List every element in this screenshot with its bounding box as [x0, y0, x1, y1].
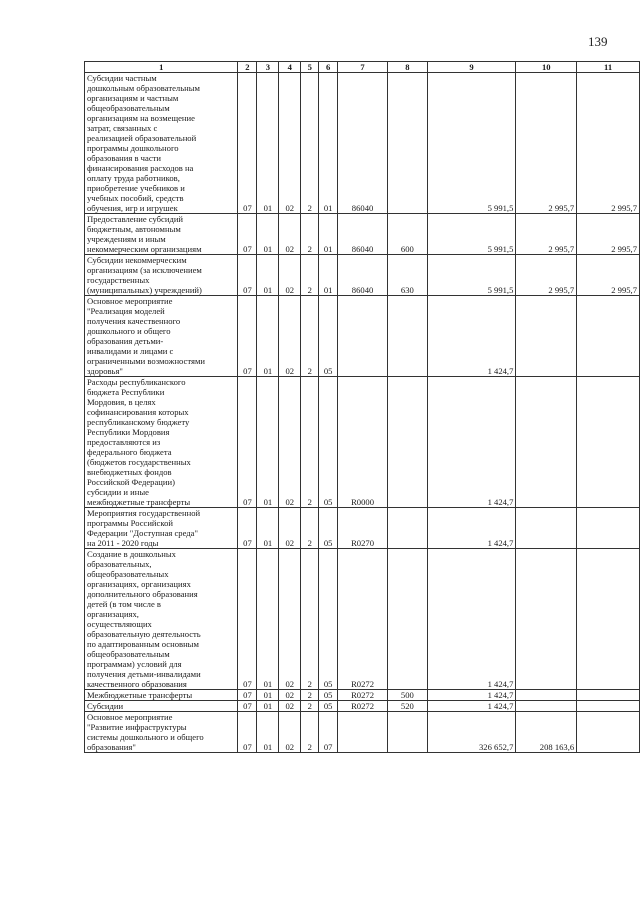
column-header: 2: [238, 62, 257, 73]
amount-col-9: 5 991,5: [427, 73, 516, 214]
column-header: 3: [257, 62, 279, 73]
column-header: 8: [387, 62, 427, 73]
expense-type-code: [387, 73, 427, 214]
subprogram-code: 2: [301, 296, 319, 377]
amount-col-11: [577, 690, 640, 701]
event-code: 05: [319, 508, 338, 549]
table-row: [85, 549, 640, 690]
table-row: [85, 214, 640, 255]
amount-col-11: [577, 296, 640, 377]
expense-type-code: [387, 712, 427, 753]
section-code: 07: [238, 712, 257, 753]
direction-code: R0272: [338, 690, 388, 701]
amount-col-11: 2 995,7: [577, 214, 640, 255]
subsection-code: 01: [257, 73, 279, 214]
program-code: 02: [279, 255, 301, 296]
amount-col-9: 1 424,7: [427, 377, 516, 508]
table-row: [85, 296, 640, 377]
page-number: 139: [588, 34, 608, 49]
event-code: 05: [319, 377, 338, 508]
program-code: 02: [279, 377, 301, 508]
event-code: 01: [319, 73, 338, 214]
amount-col-9: 1 424,7: [427, 549, 516, 690]
amount-col-11: [577, 701, 640, 712]
subprogram-code: 2: [301, 701, 319, 712]
table-row: [85, 508, 640, 549]
event-code: 05: [319, 549, 338, 690]
amount-col-10: 208 163,6: [516, 712, 577, 753]
direction-code: 86040: [338, 255, 388, 296]
section-code: 07: [238, 508, 257, 549]
program-code: 02: [279, 73, 301, 214]
section-code: 07: [238, 701, 257, 712]
column-header: 1: [85, 62, 238, 73]
column-header: 10: [516, 62, 577, 73]
amount-col-10: 2 995,7: [516, 73, 577, 214]
table-row: [85, 377, 640, 508]
subprogram-code: 2: [301, 508, 319, 549]
expense-type-code: 600: [387, 214, 427, 255]
section-code: 07: [238, 255, 257, 296]
row-name: Предоставление субсидий бюджетным, автономным учреждениям и иным некоммерческим организациям: [85, 214, 238, 255]
event-code: 01: [319, 255, 338, 296]
event-code: 07: [319, 712, 338, 753]
column-header: 7: [338, 62, 388, 73]
amount-col-11: 2 995,7: [577, 255, 640, 296]
event-code: 05: [319, 690, 338, 701]
subsection-code: 01: [257, 255, 279, 296]
table-row: [85, 73, 640, 214]
direction-code: 86040: [338, 214, 388, 255]
amount-col-10: [516, 508, 577, 549]
row-name: Создание в дошкольных образовательных, общеобразовательных организациях, организациях дополнительного образования детей (в том числе в организациях, осуществляющих образовательную деятельность по адаптированным основным общеобразовательным программам) условий для получения детьми-инвалидами качественного образования: [85, 549, 238, 690]
section-code: 07: [238, 73, 257, 214]
subsection-code: 01: [257, 712, 279, 753]
program-code: 02: [279, 214, 301, 255]
expense-type-code: 630: [387, 255, 427, 296]
table-row: [85, 690, 640, 701]
expense-type-code: 500: [387, 690, 427, 701]
row-name: Субсидии: [85, 701, 238, 712]
event-code: 01: [319, 214, 338, 255]
row-name: Мероприятия государственной программы Российской Федерации "Доступная среда" на 2011 - 2020 годы: [85, 508, 238, 549]
event-code: 05: [319, 701, 338, 712]
header-row: [85, 62, 640, 73]
subsection-code: 01: [257, 377, 279, 508]
row-name: Основное мероприятие "Реализация моделей получения качественного дошкольного и общего образования детьми- инвалидами и лицами с ограниченными возможностями здоровья": [85, 296, 238, 377]
column-header: 5: [301, 62, 319, 73]
subprogram-code: 2: [301, 255, 319, 296]
subsection-code: 01: [257, 549, 279, 690]
program-code: 02: [279, 549, 301, 690]
amount-col-10: 2 995,7: [516, 214, 577, 255]
subprogram-code: 2: [301, 73, 319, 214]
amount-col-10: [516, 549, 577, 690]
table-row: [85, 701, 640, 712]
amount-col-11: 2 995,7: [577, 73, 640, 214]
expense-type-code: 520: [387, 701, 427, 712]
program-code: 02: [279, 712, 301, 753]
column-header: 11: [577, 62, 640, 73]
section-code: 07: [238, 549, 257, 690]
direction-code: R0270: [338, 508, 388, 549]
amount-col-9: 326 652,7: [427, 712, 516, 753]
amount-col-11: [577, 377, 640, 508]
amount-col-10: [516, 377, 577, 508]
table-row: [85, 712, 640, 753]
subsection-code: 01: [257, 508, 279, 549]
subsection-code: 01: [257, 690, 279, 701]
column-header: 4: [279, 62, 301, 73]
amount-col-11: [577, 549, 640, 690]
expense-type-code: [387, 377, 427, 508]
expense-type-code: [387, 296, 427, 377]
direction-code: R0272: [338, 701, 388, 712]
direction-code: [338, 712, 388, 753]
amount-col-9: 5 991,5: [427, 214, 516, 255]
direction-code: R0272: [338, 549, 388, 690]
direction-code: R0000: [338, 377, 388, 508]
subprogram-code: 2: [301, 690, 319, 701]
direction-code: [338, 296, 388, 377]
subsection-code: 01: [257, 214, 279, 255]
amount-col-9: 1 424,7: [427, 508, 516, 549]
subprogram-code: 2: [301, 377, 319, 508]
row-name: Основное мероприятие "Развитие инфраструктуры системы дошкольного и общего образования": [85, 712, 238, 753]
table-row: [85, 255, 640, 296]
budget-table: [84, 61, 640, 753]
program-code: 02: [279, 690, 301, 701]
subprogram-code: 2: [301, 214, 319, 255]
column-header: 9: [427, 62, 516, 73]
row-name: Субсидии некоммерческим организациям (за исключением государственных (муниципальных) учреждений): [85, 255, 238, 296]
section-code: 07: [238, 296, 257, 377]
amount-col-9: 5 991,5: [427, 255, 516, 296]
amount-col-11: [577, 508, 640, 549]
row-name: Расходы республиканского бюджета Республики Мордовия, в целях софинансирования которых республиканскому бюджету Республики Мордовия предоставляются из федерального бюджета (бюджетов государственных внебюджетных фондов Российской Федерации) субсидии и иные межбюджетные трансферты: [85, 377, 238, 508]
program-code: 02: [279, 296, 301, 377]
section-code: 07: [238, 377, 257, 508]
row-name: Межбюджетные трансферты: [85, 690, 238, 701]
amount-col-11: [577, 712, 640, 753]
subsection-code: 01: [257, 296, 279, 377]
amount-col-9: 1 424,7: [427, 690, 516, 701]
expense-type-code: [387, 508, 427, 549]
amount-col-10: [516, 690, 577, 701]
amount-col-10: [516, 701, 577, 712]
row-name: Субсидии частным дошкольным образовательным организациям и частным общеобразовательным организациям на возмещение затрат, связанных с реализацией образовательной программы дошкольного образования в части финансирования расходов на оплату труда работников, приобретение учебников и учебных пособий, средств обучения, игр и игрушек: [85, 73, 238, 214]
event-code: 05: [319, 296, 338, 377]
section-code: 07: [238, 214, 257, 255]
program-code: 02: [279, 701, 301, 712]
amount-col-10: 2 995,7: [516, 255, 577, 296]
amount-col-9: 1 424,7: [427, 701, 516, 712]
amount-col-10: [516, 296, 577, 377]
program-code: 02: [279, 508, 301, 549]
column-header: 6: [319, 62, 338, 73]
section-code: 07: [238, 690, 257, 701]
expense-type-code: [387, 549, 427, 690]
amount-col-9: 1 424,7: [427, 296, 516, 377]
subprogram-code: 2: [301, 712, 319, 753]
subsection-code: 01: [257, 701, 279, 712]
direction-code: 86040: [338, 73, 388, 214]
subprogram-code: 2: [301, 549, 319, 690]
